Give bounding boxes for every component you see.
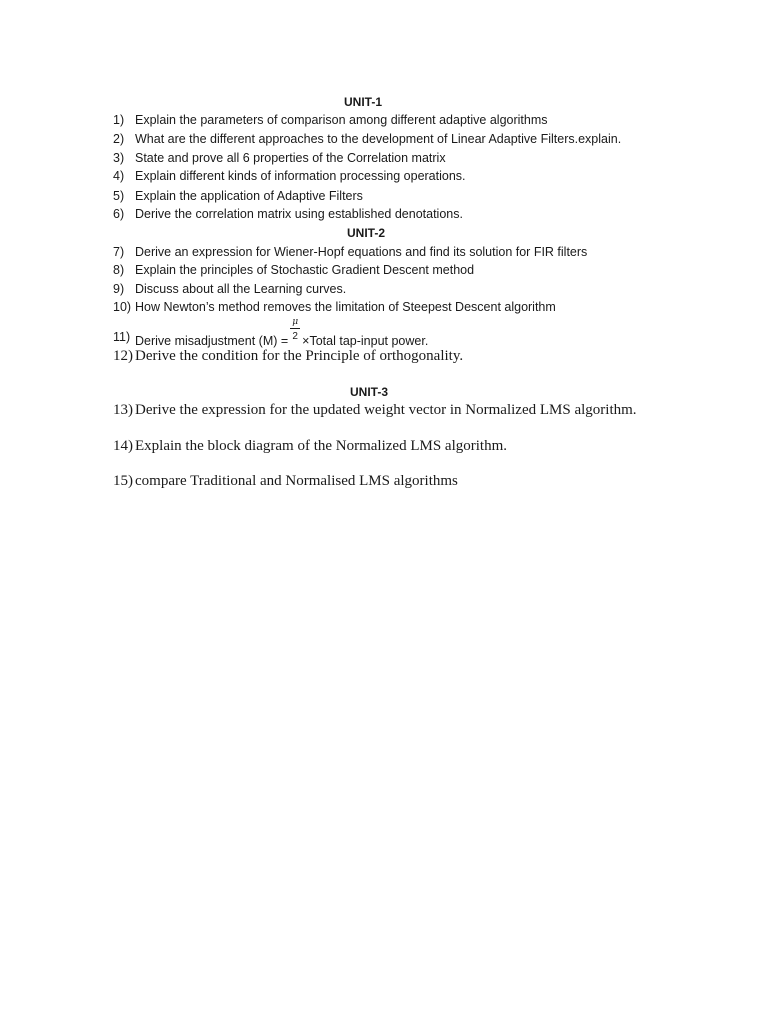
fraction-numerator: μ: [290, 317, 300, 329]
question-number: 7): [113, 245, 125, 259]
question-text: What are the different approaches to the development of Linear Adaptive Filters.explain.: [135, 132, 622, 146]
question-number: 3): [113, 151, 125, 165]
fraction-denominator: 2: [292, 331, 298, 342]
question-number: 2): [113, 132, 125, 146]
question-text: Explain the parameters of comparison among different adaptive algorithms: [135, 113, 548, 127]
question-text: Discuss about all the Learning curves.: [135, 282, 347, 296]
unit-3-heading: UNIT-3: [350, 385, 389, 399]
question-text: Derive an expression for Wiener-Hopf equations and find its solution for FIR filters: [135, 245, 588, 259]
question-text-before: Derive misadjustment (M) =: [135, 334, 289, 348]
question-text: Explain the principles of Stochastic Gradient Descent method: [135, 263, 475, 277]
question-text: Explain the application of Adaptive Filters: [135, 189, 363, 203]
question-number: 11): [113, 330, 131, 344]
question-number: 9): [113, 282, 125, 296]
question-number: 6): [113, 207, 125, 221]
question-number: 10): [113, 300, 132, 314]
question-number: 13): [113, 402, 133, 418]
question-number: 8): [113, 263, 125, 277]
question-text: How Newton’s method removes the limitation of Steepest Descent algorithm: [135, 300, 556, 314]
unit-2-heading: UNIT-2: [347, 226, 386, 240]
question-number: 4): [113, 169, 125, 183]
question-number: 12): [113, 348, 133, 364]
question-number: 1): [113, 113, 125, 127]
question-text: State and prove all 6 properties of the Correlation matrix: [135, 151, 446, 165]
question-text: Derive the correlation matrix using established denotations.: [135, 207, 463, 221]
unit-1-heading: UNIT-1: [344, 95, 383, 109]
question-text: [135, 317, 429, 349]
question-text: Derive the expression for the updated weight vector in Normalized LMS algorithm.: [135, 402, 637, 418]
question-number: 14): [113, 438, 133, 454]
question-text: compare Traditional and Normalised LMS algorithms: [135, 473, 458, 489]
question-number: 5): [113, 189, 125, 203]
question-text: Explain the block diagram of the Normalized LMS algorithm.: [135, 438, 507, 454]
question-text: Derive the condition for the Principle of orthogonality.: [135, 348, 464, 364]
question-number: 15): [113, 473, 133, 489]
question-text: Explain different kinds of information processing operations.: [135, 169, 466, 183]
mu-over-two-fraction: [290, 317, 300, 345]
question-text-after: ×Total tap-input power.: [302, 334, 429, 348]
